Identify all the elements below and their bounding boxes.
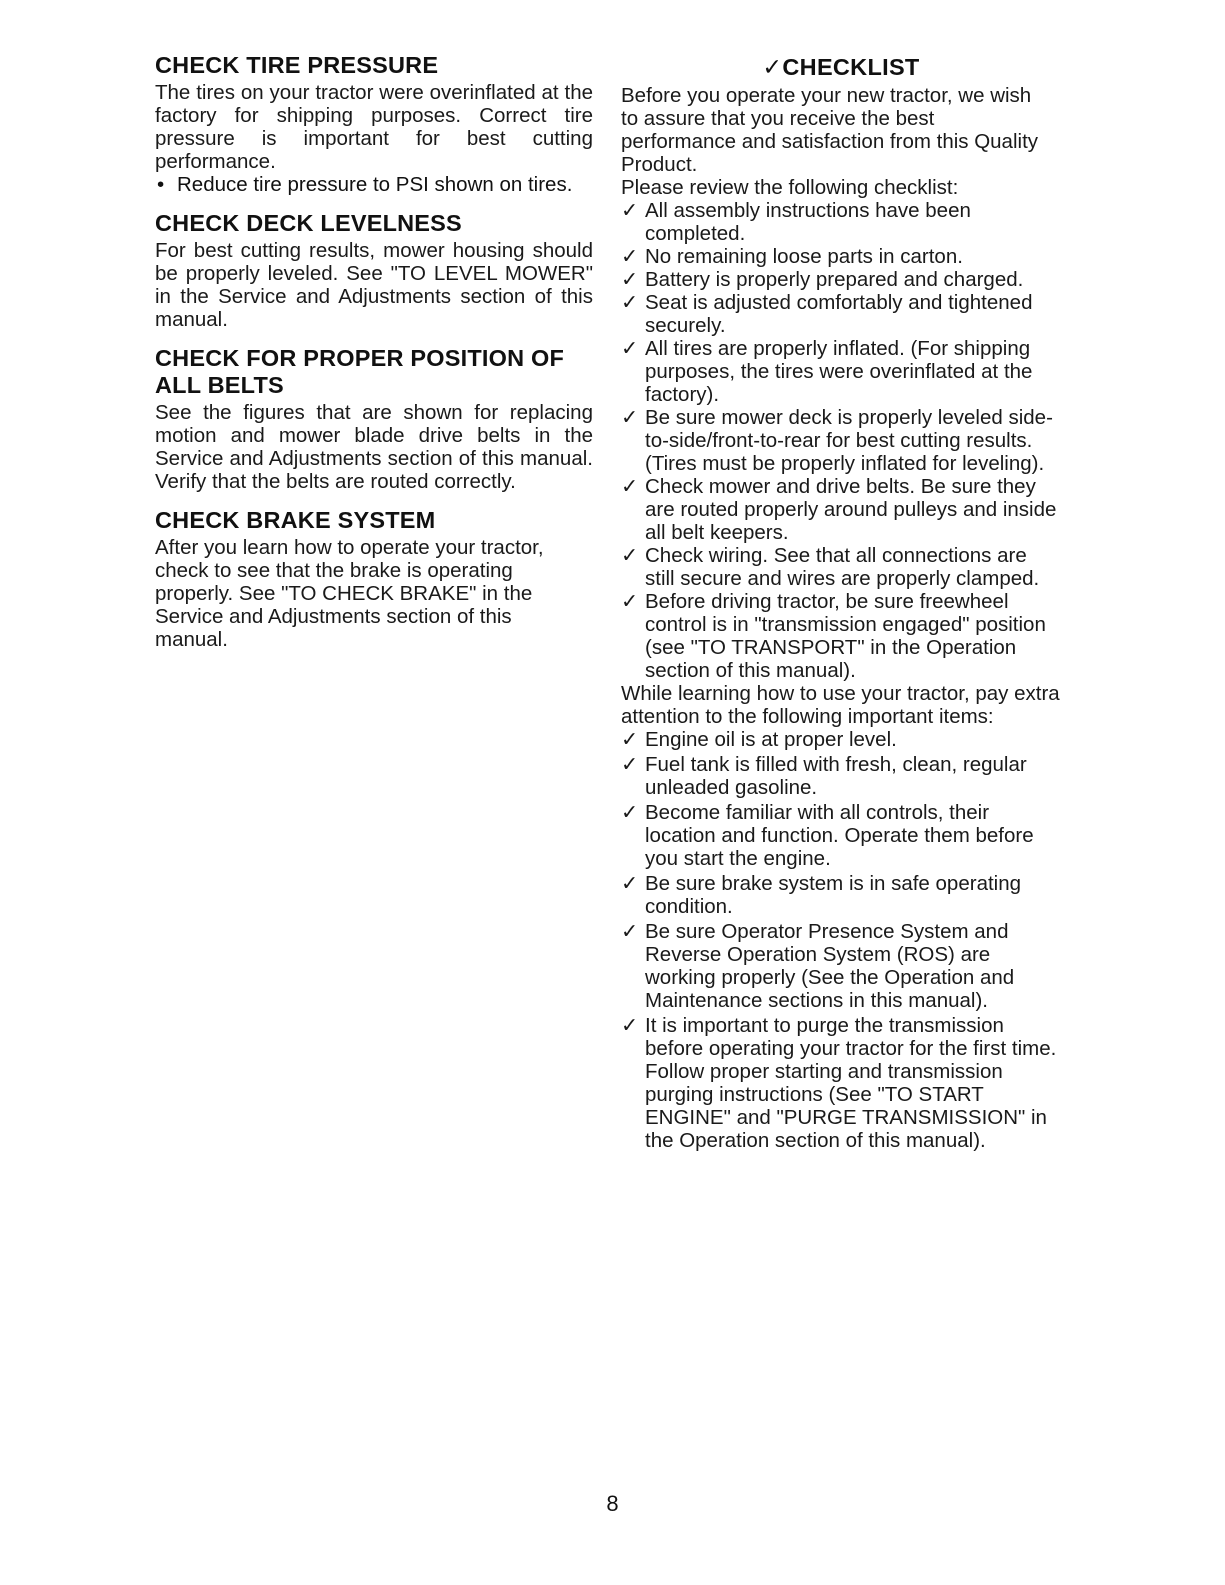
important-items-list bbox=[621, 728, 1061, 1152]
check-mark-icon: ✓ bbox=[621, 1014, 639, 1037]
checklist-item: ✓ Before driving tractor, be sure freewheel control is in "transmission engaged" position (see "TO TRANSPORT" in the Operation section of this manual). bbox=[621, 590, 1046, 682]
checklist-item: ✓ Check mower and drive belts. Be sure they are routed properly around pulleys and inside all belt keepers. bbox=[621, 475, 1057, 544]
bullet-item bbox=[155, 173, 593, 196]
checklist-item: ✓ All assembly instructions have been completed. bbox=[621, 199, 971, 245]
section-body: See the figures that are shown for replacing motion and mower blade drive belts in the Service and Adjustments section of this manual. Verify that the belts are routed correctly. bbox=[155, 401, 593, 493]
checklist-item: ✓ All tires are properly inflated. (For shipping purposes, the tires were overinflated at the factory). bbox=[621, 337, 1033, 406]
check-mark-icon: ✓ bbox=[621, 801, 639, 824]
deck-levelness-section bbox=[155, 210, 593, 331]
checklist-intro: Before you operate your new tractor, we wish to assure that you receive the best performance and satisfaction from this Quality Product. bbox=[621, 84, 1039, 176]
check-mark-icon: ✓ bbox=[621, 544, 639, 567]
checklist-title: ✓CHECKLIST bbox=[762, 54, 920, 80]
check-mark-icon: ✓ bbox=[621, 268, 639, 291]
belts-position-section bbox=[155, 345, 593, 493]
important-item: ✓ Be sure Operator Presence System and Reverse Operation System (ROS) are working properly (See the Operation and Maintenance sections in this manual). bbox=[621, 920, 1015, 1012]
left-column bbox=[155, 52, 593, 665]
checklist-item: ✓ Seat is adjusted comfortably and tightened securely. bbox=[621, 291, 1033, 337]
section-heading: CHECK TIRE PRESSURE bbox=[155, 52, 439, 78]
important-item: ✓ Be sure brake system is in safe operating condition. bbox=[621, 872, 1022, 918]
check-mark-icon: ✓ bbox=[621, 728, 639, 751]
checklist-item: ✓ Check wiring. See that all connections are still secure and wires are properly clamped. bbox=[621, 544, 1040, 590]
check-mark-icon: ✓ bbox=[621, 199, 639, 222]
important-item: ✓ Become familiar with all controls, their location and function. Operate them before you start the engine. bbox=[621, 801, 1034, 870]
checklist-item: ✓ Be sure mower deck is properly leveled side-to-side/front-to-rear for best cutting results. (Tires must be properly inflated for leveling). bbox=[621, 406, 1053, 475]
important-item: ✓ Fuel tank is filled with fresh, clean, regular unleaded gasoline. bbox=[621, 753, 1027, 799]
bullet-icon: • bbox=[157, 173, 165, 196]
section-body: After you learn how to operate your tractor, check to see that the brake is operating properly. See "TO CHECK BRAKE" in the Service and Adjustments section of this manual. bbox=[155, 536, 544, 651]
check-mark-icon: ✓ bbox=[621, 872, 639, 895]
check-mark-icon: ✓ bbox=[621, 337, 639, 360]
bullet-text: Reduce tire pressure to PSI shown on tires. bbox=[177, 173, 573, 196]
important-item: ✓ Engine oil is at proper level. bbox=[621, 728, 897, 751]
check-mark-icon: ✓ bbox=[621, 245, 639, 268]
section-heading: CHECK FOR PROPER POSITION OF ALL BELTS bbox=[155, 345, 565, 398]
while-learning-text: While learning how to use your tractor, pay extra attention to the following important items: bbox=[621, 682, 1060, 728]
section-heading: CHECK BRAKE SYSTEM bbox=[155, 507, 436, 533]
check-mark-icon: ✓ bbox=[621, 753, 639, 776]
section-body: The tires on your tractor were overinflated at the factory for shipping purposes. Correct tire pressure is important for best cutting performance. bbox=[155, 81, 593, 173]
page-number: 8 bbox=[606, 1491, 619, 1516]
brake-system-section bbox=[155, 507, 593, 651]
check-mark-icon: ✓ bbox=[621, 406, 639, 429]
section-heading: CHECK DECK LEVELNESS bbox=[155, 210, 462, 236]
important-item: ✓ It is important to purge the transmission before operating your tractor for the first time. Follow proper starting and transmission purging instructions (See "TO START ENGINE" and "PURGE TRANSMISSION" in the Operation section of this manual). bbox=[621, 1014, 1057, 1152]
section-body: For best cutting results, mower housing should be properly leveled. See "TO LEVEL MOWER" in the Service and Adjustments section of this manual. bbox=[155, 239, 593, 331]
right-column bbox=[621, 52, 1061, 1154]
check-mark-icon: ✓ bbox=[621, 291, 639, 314]
tire-pressure-section bbox=[155, 52, 593, 196]
check-mark-icon: ✓ bbox=[621, 920, 639, 943]
checklist-item: ✓ No remaining loose parts in carton. bbox=[621, 245, 963, 268]
checklist bbox=[621, 199, 1061, 682]
check-mark-icon: ✓ bbox=[621, 475, 639, 498]
check-mark-icon: ✓ bbox=[621, 590, 639, 613]
review-prompt: Please review the following checklist: bbox=[621, 176, 959, 199]
checklist-item: ✓ Battery is properly prepared and charged. bbox=[621, 268, 1024, 291]
